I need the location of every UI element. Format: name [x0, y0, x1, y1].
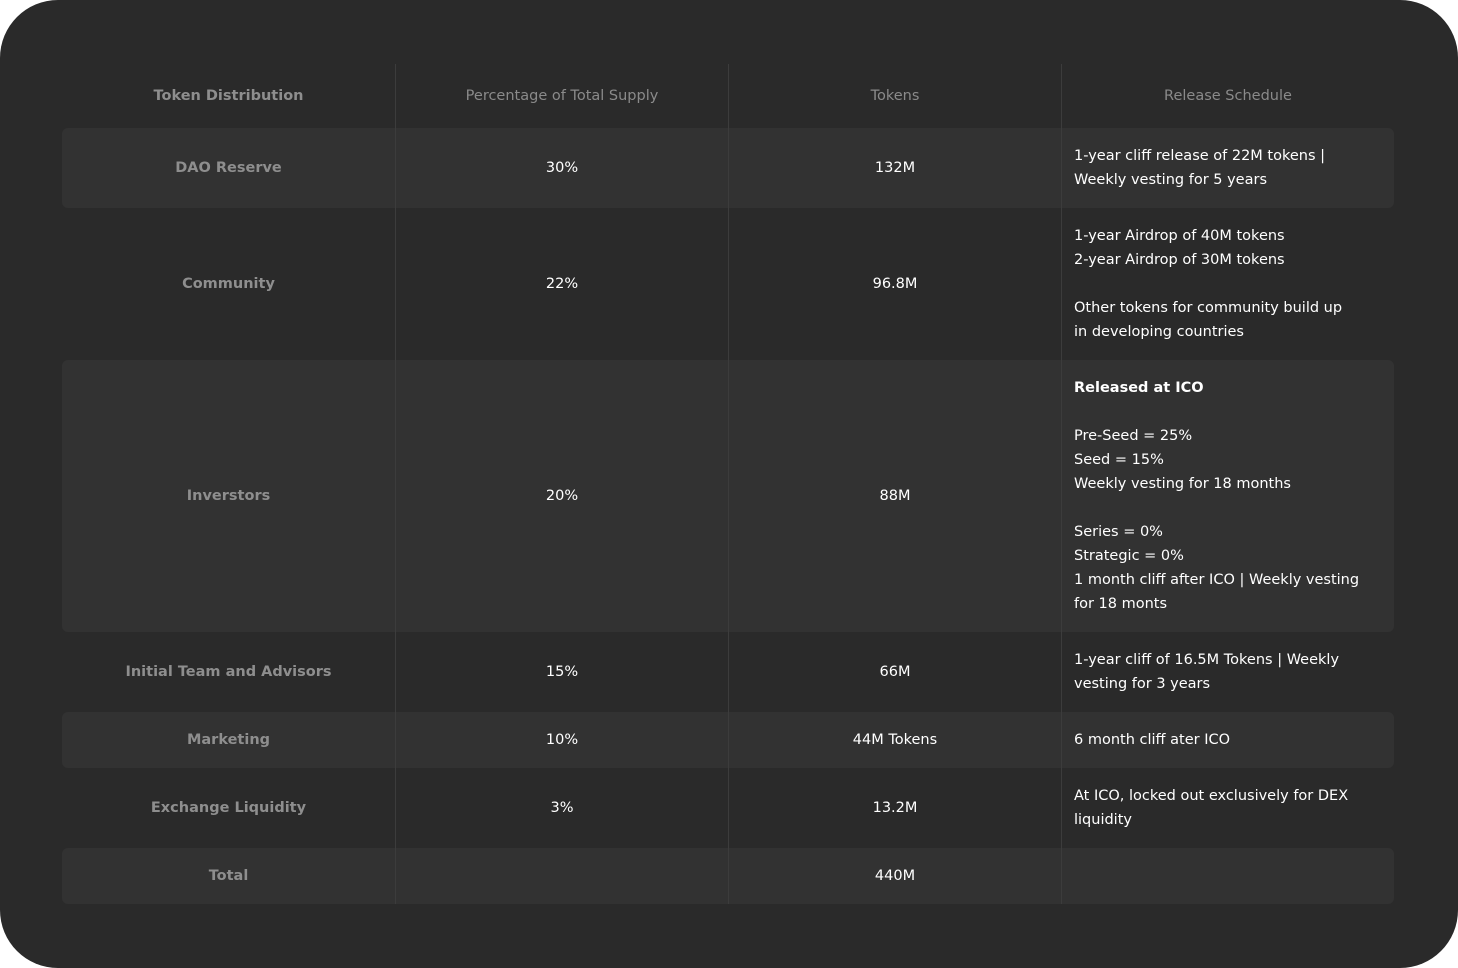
schedule-text — [1074, 376, 1359, 616]
distribution-name: Total — [208, 868, 249, 884]
table-header — [62, 64, 1394, 128]
header-token-distribution: Token Distribution — [153, 88, 304, 104]
tokens-value: 88M — [728, 360, 1061, 632]
table-row — [62, 768, 1394, 848]
release-schedule — [1061, 360, 1394, 632]
release-schedule — [1061, 632, 1394, 712]
distribution-name: Inverstors — [186, 488, 271, 504]
release-schedule — [1061, 848, 1394, 904]
token-distribution-table — [62, 64, 1394, 904]
release-schedule — [1061, 712, 1394, 768]
schedule-text — [1074, 144, 1325, 192]
schedule-body: 1-year Airdrop of 40M tokens 2-year Airdrop of 30M tokens Other tokens for community build up in developing countries — [1074, 228, 1343, 340]
table-row — [62, 712, 1394, 768]
schedule-text — [1074, 648, 1339, 696]
schedule-body: 6 month cliff ater ICO — [1074, 732, 1231, 748]
distribution-name: Exchange Liquidity — [150, 800, 307, 816]
percentage-value — [395, 848, 728, 904]
tokens-value: 66M — [728, 632, 1061, 712]
schedule-text — [1074, 728, 1230, 752]
table-row — [62, 848, 1394, 904]
tokens-value: 132M — [728, 128, 1061, 208]
tokens-value: 44M Tokens — [728, 712, 1061, 768]
release-schedule — [1061, 128, 1394, 208]
tokens-value: 96.8M — [728, 208, 1061, 360]
schedule-text — [1074, 784, 1348, 832]
table-row — [62, 360, 1394, 632]
percentage-value: 20% — [395, 360, 728, 632]
schedule-body: At ICO, locked out exclusively for DEX liquidity — [1074, 788, 1349, 828]
header-release-schedule: Release Schedule — [1061, 64, 1394, 128]
release-schedule — [1061, 208, 1394, 360]
schedule-body: 1-year cliff release of 22M tokens | Weekly vesting for 5 years — [1074, 148, 1326, 188]
table-row — [62, 128, 1394, 208]
percentage-value: 30% — [395, 128, 728, 208]
distribution-name: Community — [182, 276, 275, 292]
table-row — [62, 208, 1394, 360]
schedule-body: 1-year cliff of 16.5M Tokens | Weekly vesting for 3 years — [1074, 652, 1340, 692]
table-row — [62, 632, 1394, 712]
header-tokens: Tokens — [728, 64, 1061, 128]
distribution-name: DAO Reserve — [175, 160, 282, 176]
tokens-value: 440M — [728, 848, 1061, 904]
percentage-value: 15% — [395, 632, 728, 712]
percentage-value: 3% — [395, 768, 728, 848]
header-percentage: Percentage of Total Supply — [395, 64, 728, 128]
distribution-name: Initial Team and Advisors — [125, 664, 332, 680]
schedule-body: Pre-Seed = 25% Seed = 15% Weekly vesting for 18 months Series = 0% Strategic = 0% 1 month cliff after ICO | Weekly vesting for 18 monts — [1074, 428, 1360, 612]
release-schedule — [1061, 768, 1394, 848]
percentage-value: 10% — [395, 712, 728, 768]
schedule-title: Released at ICO — [1074, 380, 1204, 396]
distribution-name: Marketing — [186, 732, 271, 748]
tokens-value: 13.2M — [728, 768, 1061, 848]
percentage-value: 22% — [395, 208, 728, 360]
schedule-text — [1074, 224, 1342, 344]
